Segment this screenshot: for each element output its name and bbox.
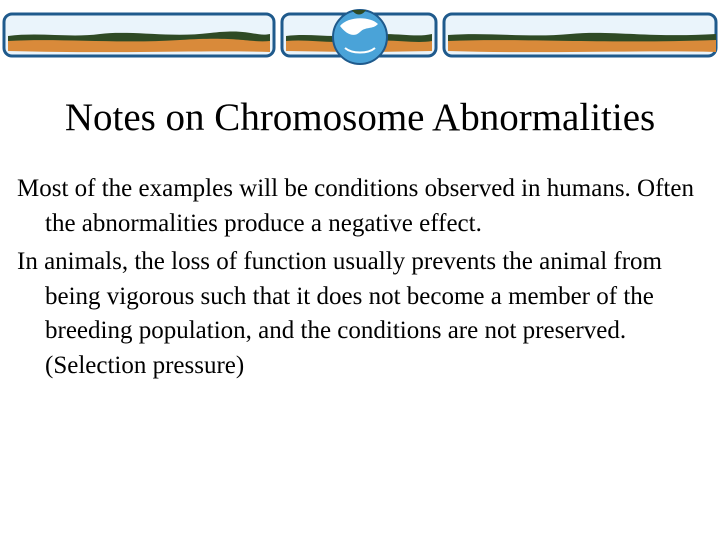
body-paragraph-2: In animals, the loss of function usually prevents the animal from being vigorous such that it does not become a member of the breeding population, and the conditions are not preserved. (Selection pressure) bbox=[17, 248, 662, 379]
header-banner bbox=[0, 8, 720, 66]
banner-panel-right bbox=[444, 14, 716, 56]
banner-panel-left bbox=[4, 14, 274, 56]
landscape-banner-graphic bbox=[0, 8, 720, 66]
slide-title: Notes on Chromosome Abnormalities bbox=[64, 96, 656, 139]
slide-body-list bbox=[17, 172, 707, 387]
globe-icon bbox=[333, 10, 387, 64]
body-paragraph-1: Most of the examples will be conditions observed in humans. Often the abnormalities produce a negative effect. bbox=[17, 175, 694, 237]
